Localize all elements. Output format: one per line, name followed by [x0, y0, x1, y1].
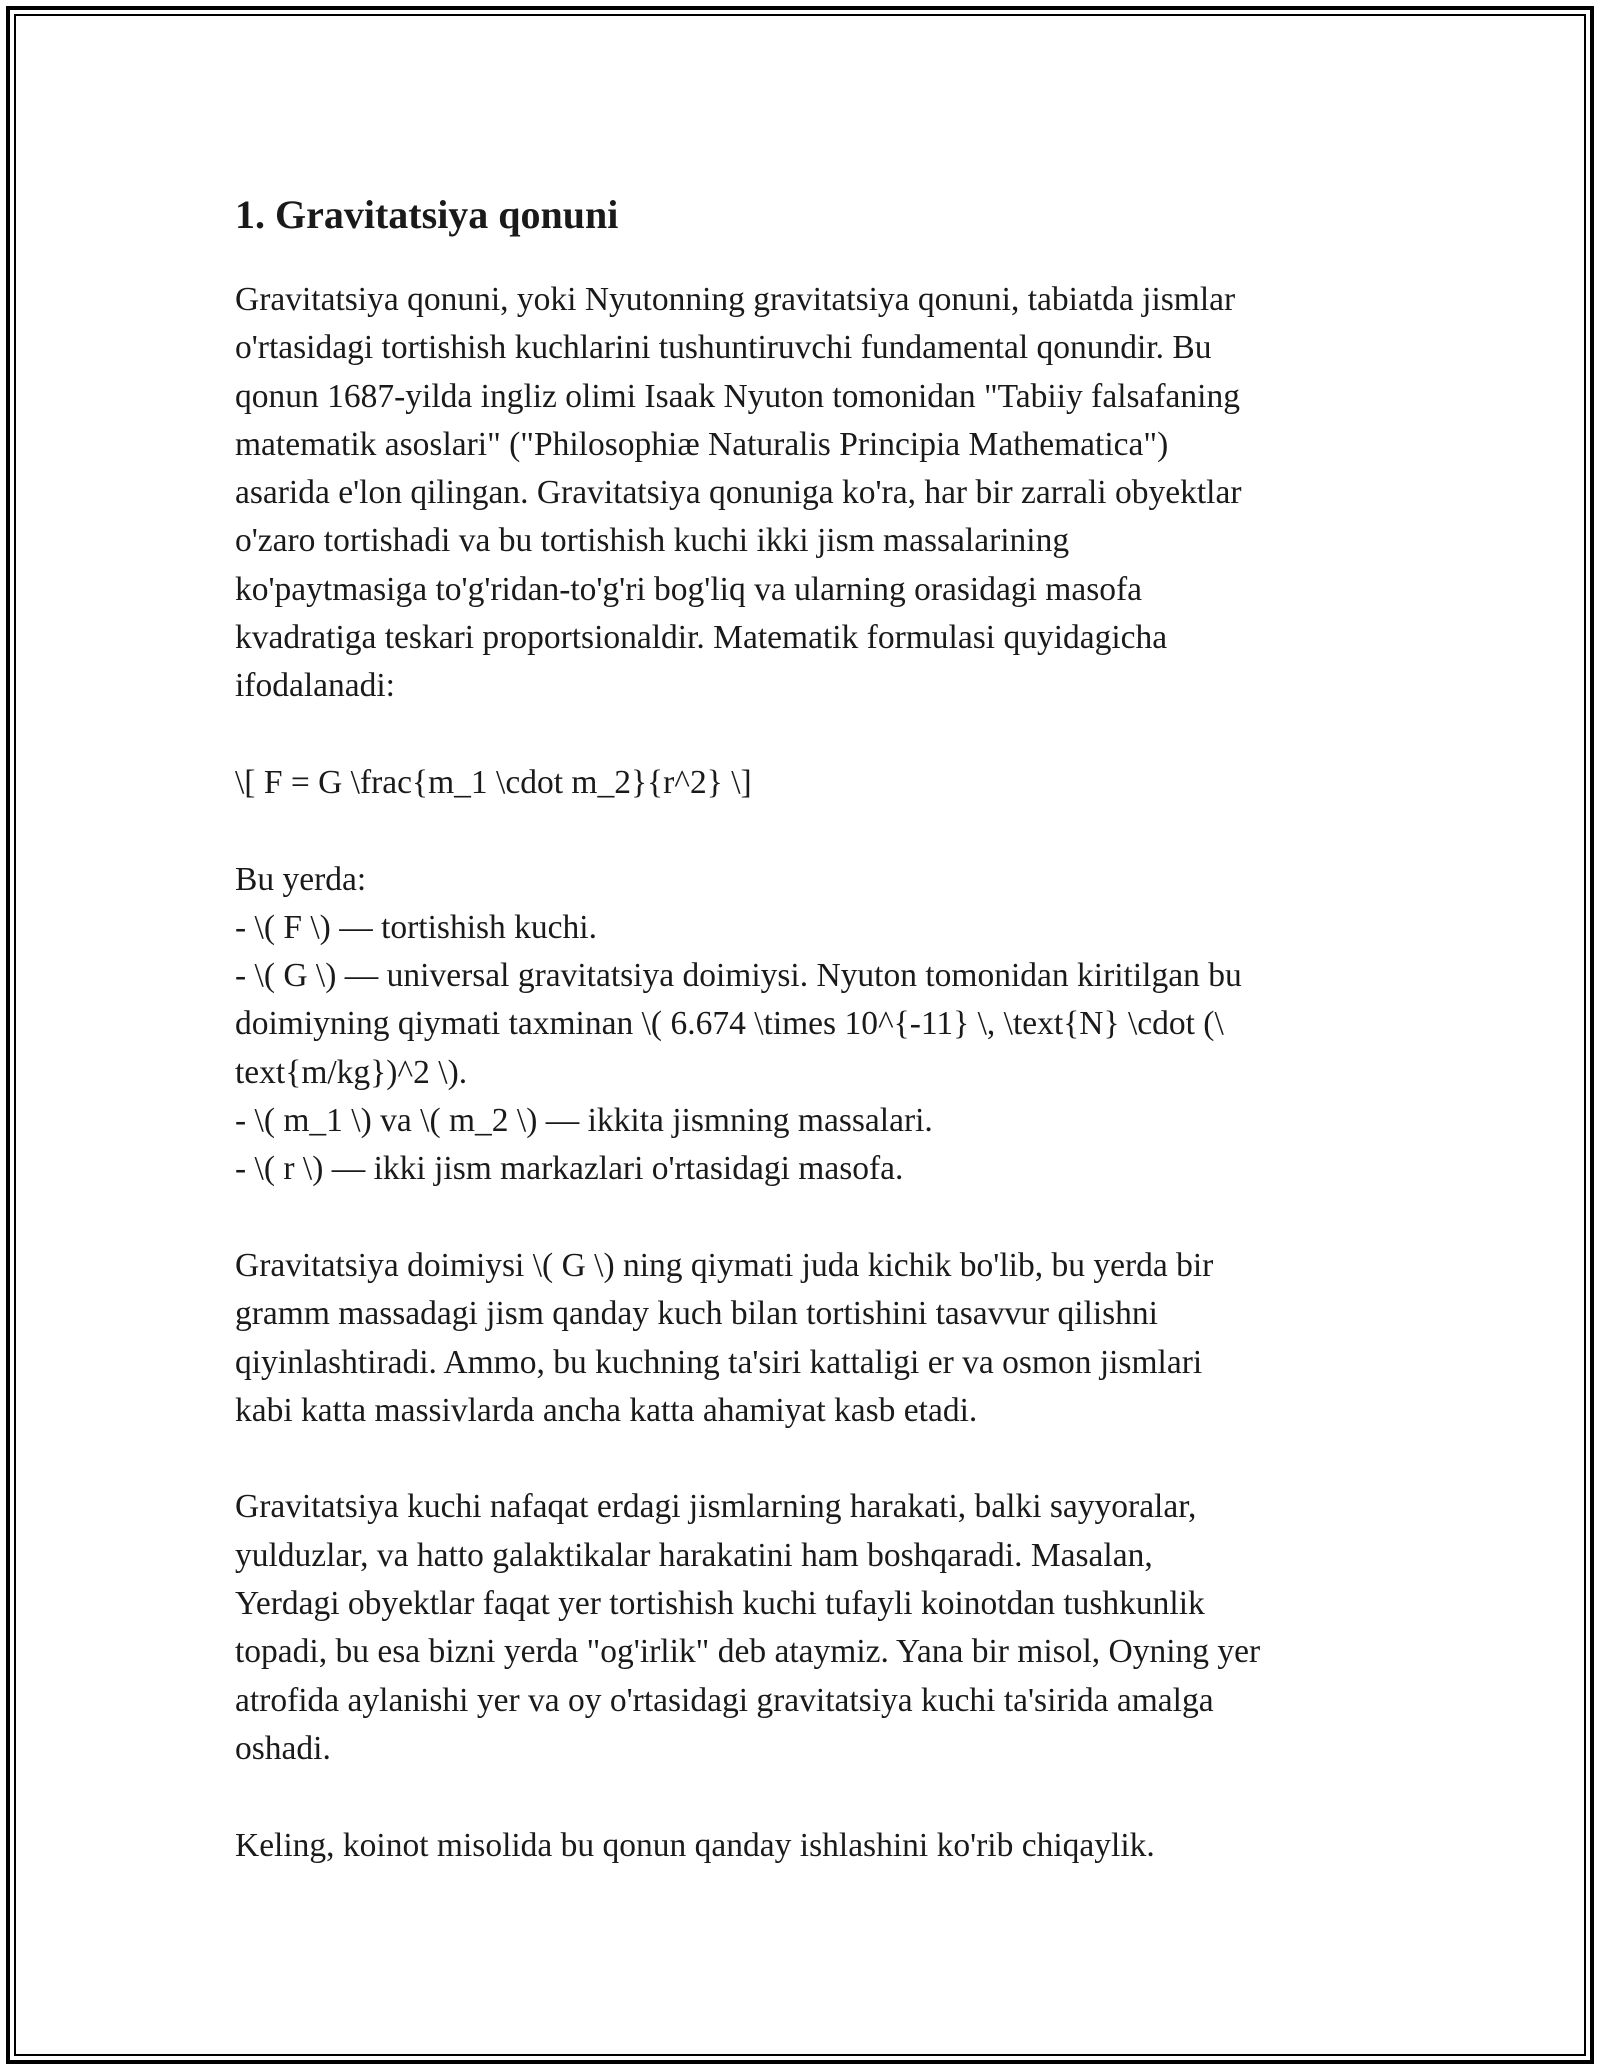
text-line: ifodalanadi:	[235, 667, 395, 705]
text-line: text{m/kg})^2 \).	[235, 1053, 468, 1091]
paragraph-gap	[235, 1435, 1375, 1483]
constant-paragraph	[235, 1242, 1375, 1435]
text-line: atrofida aylanishi yer va oy o'rtasidagi gravitatsiya kuchi ta'sirida amalga	[235, 1681, 1214, 1719]
text-line: o'rtasidagi tortishish kuchlarini tushuntiruvchi fundamental qonundir. Bu	[235, 329, 1212, 367]
text-line: Gravitatsiya kuchi nafaqat erdagi jismlarning harakati, balki sayyoralar,	[235, 1488, 1197, 1526]
paragraph-gap	[235, 1194, 1375, 1242]
closing-paragraph: Keling, koinot misolida bu qonun qanday ishlashini ko'rib chiqaylik.	[235, 1826, 1155, 1864]
text-line: o'zaro tortishadi va bu tortishish kuchi ikki jism massalarining	[235, 522, 1070, 560]
text-line: - \( m_1 \) va \( m_2 \) — ikkita jismning massalari.	[235, 1102, 933, 1140]
text-line: - \( F \) — tortishish kuchi.	[235, 908, 597, 946]
text-line: Gravitatsiya qonuni, yoki Nyutonning gravitatsiya qonuni, tabiatda jismlar	[235, 281, 1236, 318]
text-line: matematik asoslari" ("Philosophiæ Naturalis Principia Mathematica")	[235, 425, 1169, 463]
text-line: qiyinlashtiradi. Ammo, bu kuchning ta'siri kattaligi er va osmon jismlari	[235, 1343, 1203, 1381]
text-line: - \( G \) — universal gravitatsiya doimiysi. Nyuton tomonidan kiritilgan bu	[235, 957, 1242, 995]
text-line: gramm massadagi jism qanday kuch bilan tortishini tasavvur qilishni	[235, 1295, 1158, 1333]
intro-paragraph	[235, 276, 1375, 711]
text-line: Gravitatsiya doimiysi \( G \) ning qiymati juda kichik bo'lib, bu yerda bir	[235, 1246, 1214, 1284]
motion-paragraph	[235, 1483, 1375, 1773]
text-line: doimiyning qiymati taxminan \( 6.674 \times 10^{-11} \, \text{N} \cdot (\	[235, 1005, 1224, 1043]
text-line: oshadi.	[235, 1729, 331, 1767]
paragraph-gap	[235, 711, 1375, 759]
paragraph-gap	[235, 1773, 1375, 1821]
text-line: asarida e'lon qilingan. Gravitatsiya qonuniga ko'ra, har bir zarrali obyektlar	[235, 474, 1242, 512]
definitions-list	[235, 856, 1375, 1194]
text-line: topadi, bu esa bizni yerda "og'irlik" deb ataymiz. Yana bir misol, Oyning yer	[235, 1633, 1261, 1671]
text-line: Yerdagi obyektlar faqat yer tortishish kuchi tufayli koinotdan tushkunlik	[235, 1585, 1205, 1623]
document-body	[235, 186, 1375, 1870]
text-line: kvadratiga teskari proportsionaldir. Matematik formulasi quyidagicha	[235, 619, 1168, 657]
section-heading: 1. Gravitatsiya qonuni	[235, 192, 619, 237]
text-line: kabi katta massivlarda ancha katta ahamiyat kasb etadi.	[235, 1391, 978, 1429]
formula-line: \[ F = G \frac{m_1 \cdot m_2}{r^2} \]	[235, 763, 752, 801]
text-line: - \( r \) — ikki jism markazlari o'rtasidagi masofa.	[235, 1150, 904, 1188]
text-line: yulduzlar, va hatto galaktikalar harakatini ham boshqaradi. Masalan,	[235, 1536, 1153, 1574]
text-line: Bu yerda:	[235, 860, 367, 898]
text-line: qonun 1687-yilda ingliz olimi Isaak Nyuton tomonidan "Tabiiy falsafaning	[235, 377, 1240, 415]
text-line: ko'paytmasiga to'g'ridan-to'g'ri bog'liq va ularning orasidagi masofa	[235, 570, 1143, 608]
paragraph-gap	[235, 807, 1375, 855]
